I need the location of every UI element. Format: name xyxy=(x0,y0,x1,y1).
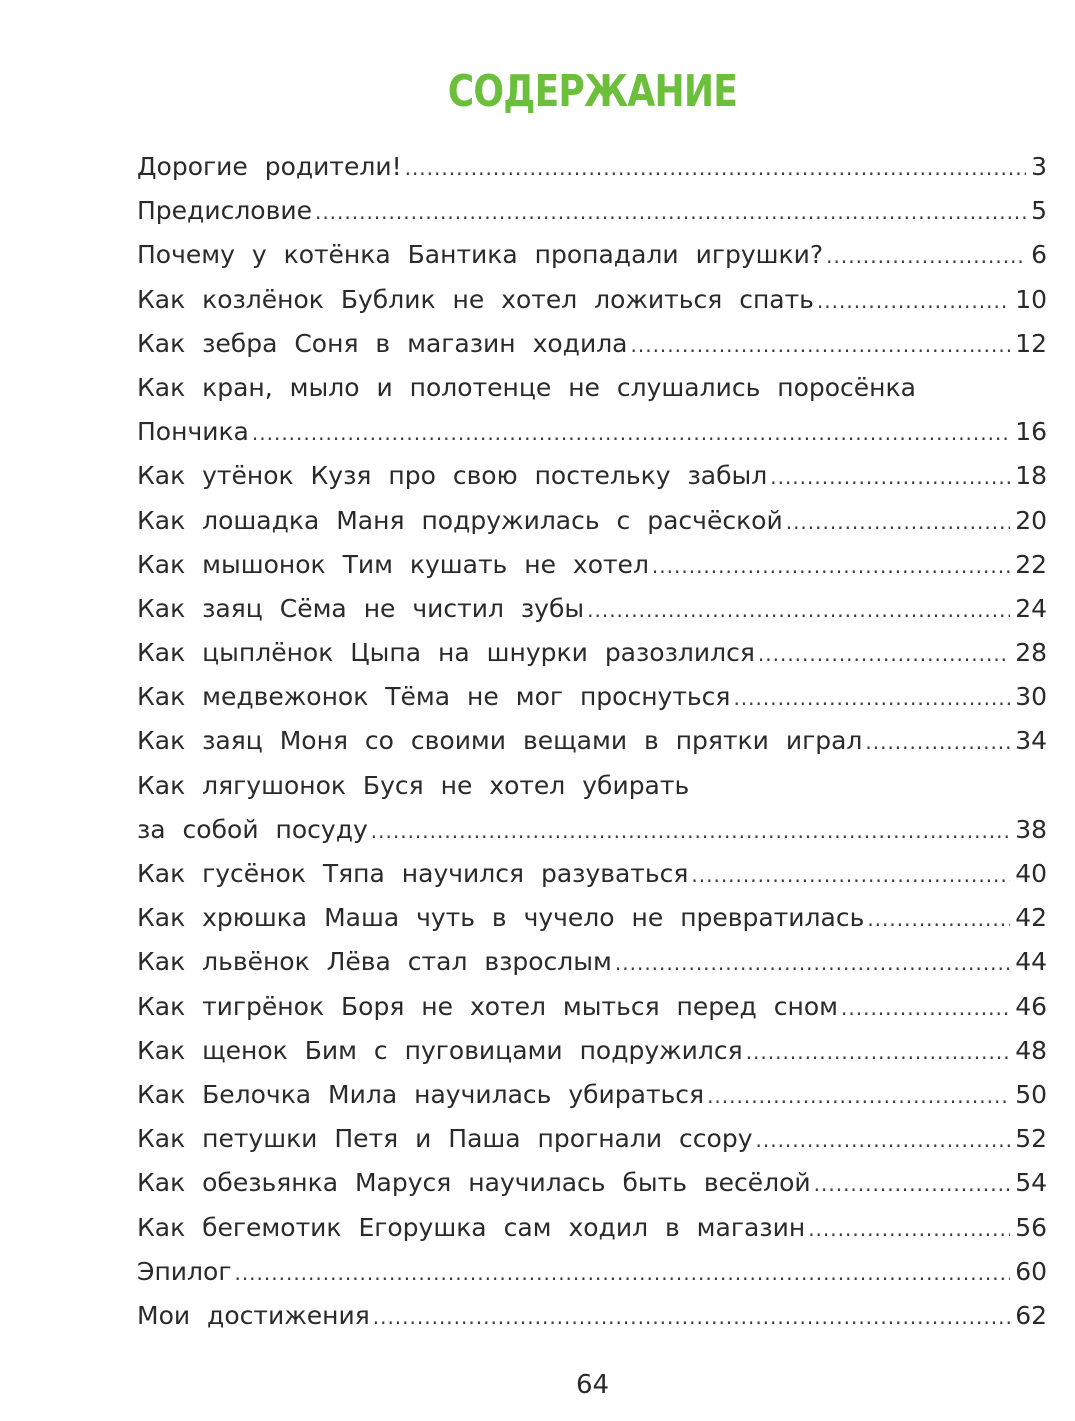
toc-entry-page: 24 xyxy=(1015,593,1047,623)
dot-leader xyxy=(867,897,1010,941)
toc-entry-title: Как козлёнок Бублик не хотел ложиться спать xyxy=(137,284,814,314)
page-number: 64 xyxy=(575,1370,610,1400)
toc-entry xyxy=(137,896,1047,940)
toc-entry-title: Почему у котёнка Бантика пропадали игрушки? xyxy=(137,240,824,270)
toc-entry xyxy=(137,587,1047,631)
toc-entry-title: Как заяц Сёма не чистил зубы xyxy=(137,593,585,623)
toc-entry xyxy=(137,675,1047,719)
toc-entry-page: 34 xyxy=(1015,726,1047,756)
toc-entry xyxy=(137,1294,1047,1338)
toc-entry-title: Как утёнок Кузя про свою постельку забыл xyxy=(137,461,768,491)
toc-entry-title: Как бегемотик Егорушка сам ходил в магазин xyxy=(137,1212,806,1242)
toc-entry-title: Как хрюшка Маша чуть в чучело не превратилась xyxy=(137,903,865,933)
toc-entry xyxy=(137,189,1047,233)
toc-entry-title: Как гусёнок Тяпа научился разуваться xyxy=(137,859,689,888)
toc-entry xyxy=(137,1250,1047,1294)
dot-leader xyxy=(758,632,1010,676)
toc-entry xyxy=(137,1161,1047,1205)
toc-entry-page: 10 xyxy=(1015,284,1047,314)
toc-entry-page: 48 xyxy=(1015,1035,1047,1065)
toc-entry xyxy=(137,233,1047,277)
dot-leader xyxy=(817,279,1010,323)
dot-leader xyxy=(252,411,1010,455)
toc-entry-page: 6 xyxy=(1031,240,1047,270)
dot-leader xyxy=(315,190,1026,234)
toc-entry-title: Предисловие xyxy=(137,196,312,226)
toc-entry-title: Как медвежонок Тёма не мог проснуться xyxy=(137,682,731,712)
dot-leader xyxy=(770,455,1010,499)
dot-leader xyxy=(691,853,1010,897)
dot-leader xyxy=(615,941,1010,985)
toc-entry-title: Как лягушонок Буся не хотел убирать xyxy=(137,770,690,800)
toc-entry-page: 42 xyxy=(1015,903,1047,933)
toc-entry xyxy=(137,322,1047,366)
dot-leader xyxy=(814,1162,1011,1206)
toc-entry-page: 38 xyxy=(1015,814,1047,844)
toc-entry xyxy=(137,1073,1047,1117)
toc-entry-page: 60 xyxy=(1015,1256,1047,1286)
toc-entry xyxy=(137,852,1047,896)
toc-entry-page: 20 xyxy=(1015,505,1047,535)
toc-entry-page: 46 xyxy=(1015,991,1047,1021)
table-of-contents xyxy=(137,145,1047,1338)
dot-leader xyxy=(786,500,1010,544)
dot-leader xyxy=(405,146,1027,190)
toc-entry xyxy=(137,410,1047,454)
toc-entry xyxy=(137,1029,1047,1073)
toc-entry-page: 22 xyxy=(1015,549,1047,579)
dot-leader xyxy=(756,1118,1011,1162)
toc-entry-title: Как петушки Петя и Паша прогнали ссору xyxy=(137,1124,753,1154)
toc-entry xyxy=(137,719,1047,763)
toc-entry-title: за собой посуду xyxy=(137,814,368,844)
dot-leader xyxy=(746,1030,1010,1074)
toc-entry-title: Как лошадка Маня подружилась с расчёской xyxy=(137,505,783,535)
toc-entry xyxy=(137,808,1047,852)
page-title: СОДЕРЖАНИЕ xyxy=(447,66,738,117)
dot-leader xyxy=(652,544,1010,588)
toc-entry xyxy=(137,940,1047,984)
toc-entry-title: Как зебра Соня в магазин ходила xyxy=(137,328,628,358)
toc-entry-page: 50 xyxy=(1015,1079,1047,1109)
toc-entry xyxy=(137,764,1047,808)
toc-entry-title: Как львёнок Лёва стал взрослым xyxy=(137,947,612,977)
dot-leader xyxy=(826,234,1026,278)
toc-entry-title: Мои достижения xyxy=(137,1300,370,1330)
toc-entry xyxy=(137,366,1047,410)
toc-entry-page: 18 xyxy=(1015,461,1047,491)
toc-entry-title: Как щенок Бим с пуговицами подружился xyxy=(137,1035,743,1065)
dot-leader xyxy=(234,1251,1010,1295)
dot-leader xyxy=(631,323,1011,367)
dot-leader xyxy=(371,809,1010,853)
toc-entry xyxy=(137,1117,1047,1161)
toc-entry-page: 56 xyxy=(1015,1212,1047,1242)
toc-entry-page: 12 xyxy=(1015,328,1047,358)
toc-entry-page: 30 xyxy=(1015,682,1047,712)
dot-leader xyxy=(707,1074,1010,1118)
toc-entry-page: 28 xyxy=(1015,638,1047,668)
toc-entry-title: Эпилог xyxy=(137,1256,232,1286)
toc-entry-title: Как мышонок Тим кушать не хотел xyxy=(137,549,649,579)
dot-leader xyxy=(865,720,1010,764)
dot-leader xyxy=(808,1207,1010,1251)
toc-entry-title: Как цыплёнок Цыпа на шнурки разозлился xyxy=(137,638,755,668)
dot-leader xyxy=(373,1295,1010,1339)
toc-entry xyxy=(137,454,1047,498)
toc-entry xyxy=(137,1206,1047,1250)
toc-entry xyxy=(137,499,1047,543)
toc-entry-page: 5 xyxy=(1031,196,1047,226)
toc-entry-title: Как обезьянка Маруся научилась быть весёлой xyxy=(137,1168,811,1198)
toc-entry-title: Дорогие родители! xyxy=(137,152,402,181)
toc-entry-page: 52 xyxy=(1015,1124,1047,1154)
toc-entry-page: 62 xyxy=(1015,1300,1047,1330)
toc-entry xyxy=(137,145,1047,189)
toc-entry xyxy=(137,985,1047,1029)
dot-leader xyxy=(841,986,1010,1030)
toc-entry-title: Как кран, мыло и полотенце не слушались поросёнка xyxy=(137,372,916,402)
dot-leader xyxy=(587,588,1010,632)
toc-entry-page: 44 xyxy=(1015,947,1047,977)
dot-leader xyxy=(733,676,1010,720)
toc-entry-page: 16 xyxy=(1015,417,1047,447)
toc-entry-title: Как тигрёнок Боря не хотел мыться перед сном xyxy=(137,991,839,1021)
toc-entry xyxy=(137,631,1047,675)
toc-entry-page: 40 xyxy=(1015,859,1047,888)
toc-entry xyxy=(137,543,1047,587)
toc-entry-page: 54 xyxy=(1015,1168,1047,1198)
toc-entry-title: Как Белочка Мила научилась убираться xyxy=(137,1079,705,1109)
toc-entry-page: 3 xyxy=(1031,152,1047,181)
toc-entry-title: Как заяц Моня со своими вещами в прятки играл xyxy=(137,726,863,756)
toc-entry xyxy=(137,278,1047,322)
toc-entry-title: Пончика xyxy=(137,417,249,447)
